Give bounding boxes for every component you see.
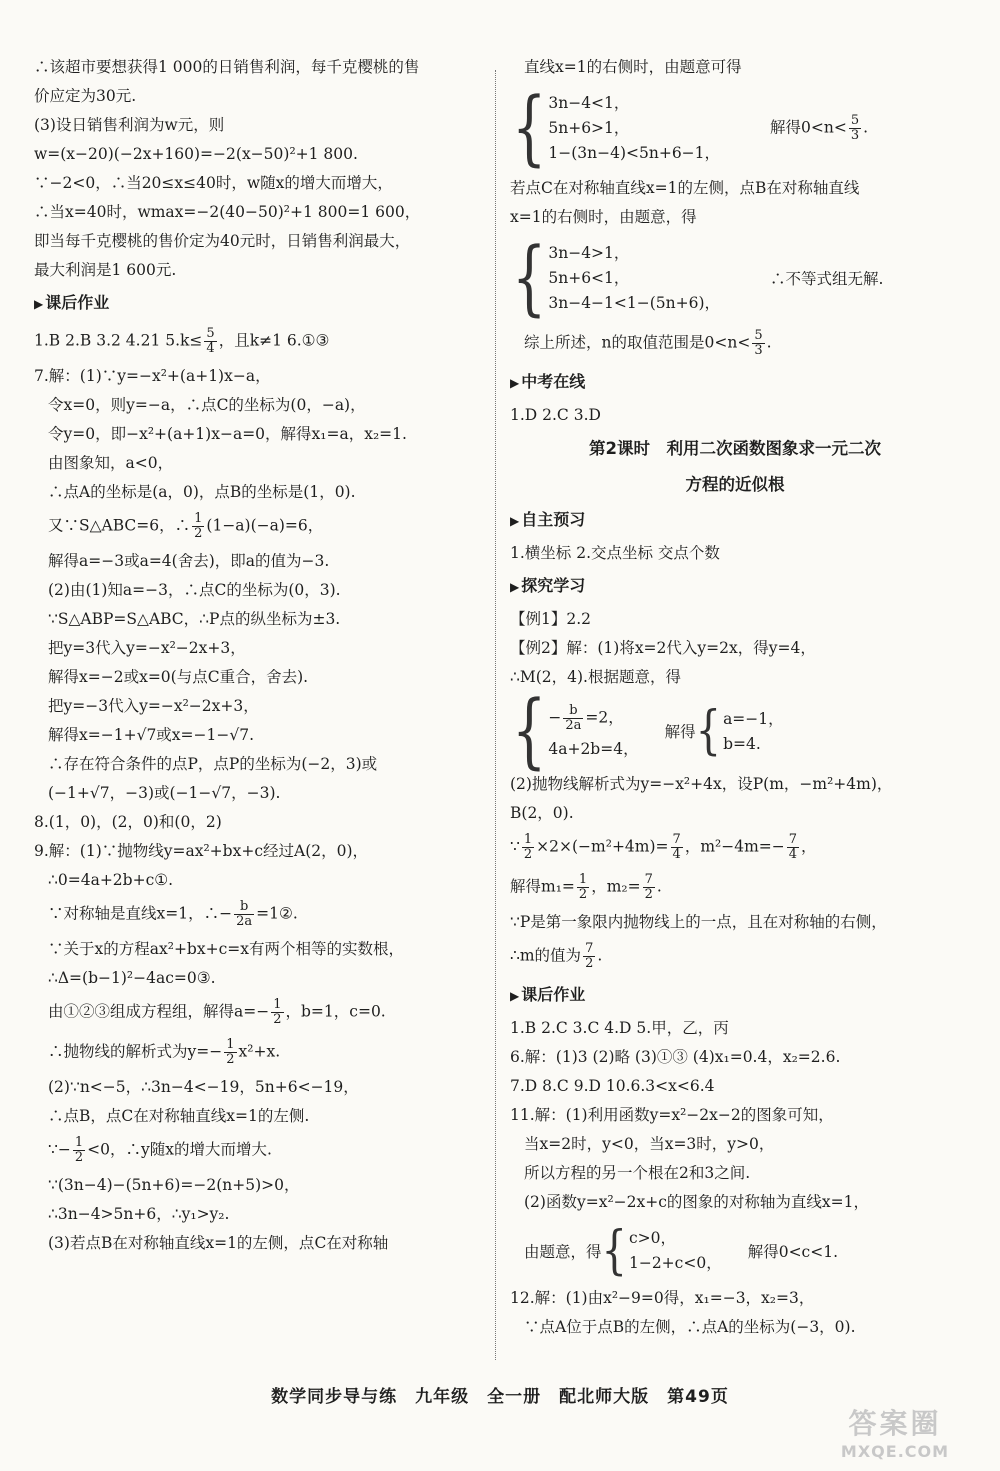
fraction: $\frac{7}{2}$ (644, 872, 653, 902)
system-row: 3n−4>1， (548, 244, 630, 262)
triangle-icon: ▶ (34, 297, 44, 311)
system-row: 5n+6>1， (548, 119, 630, 137)
text-line: 由①②③组成方程组，解得a=− $\frac{1}{2}$ ，b=1，c=0. (48, 997, 386, 1027)
text-line: 令x=0，则y=−a，∴点C的坐标为(0，−a)， (48, 396, 366, 414)
text-line: 9.解：(1)∵抛物线y=ax²+bx+c经过A(2，0)， (34, 842, 369, 860)
fraction: $\frac{b}{2a}$ (236, 899, 253, 929)
text-line: (−1+√7，−3)或(−1−√7，−3). (48, 784, 281, 802)
text-line: 当x=2时，y<0，当x=3时，y>0， (524, 1135, 775, 1153)
section-heading: ▶ 课后作业 (510, 985, 586, 1004)
system-row: 3n−4<1， (548, 94, 630, 112)
text-line: 1.横坐标 2.交点坐标 交点个数 (510, 544, 720, 562)
text-line: ∵关于x的方程ax²+bx+c=x有两个相等的实数根， (48, 940, 404, 958)
text-line: ∵S△ABP=S△ABC，∴P点的纵坐标为±3. (48, 610, 341, 628)
system-solution: 解得0<c<1. (747, 1242, 839, 1261)
section-heading: ▶ 自主预习 (510, 510, 586, 529)
triangle-icon: ▶ (510, 376, 520, 390)
text-line: (3)设日销售利润为w元，则 (34, 116, 225, 134)
fraction: $\frac{1}{2}$ (578, 872, 588, 902)
text-line: ∴m的值为 $\frac{7}{2}$ . (510, 941, 603, 971)
text-line: 解得x=−1+√7或x=−1−√7. (48, 726, 255, 744)
text-line: 把y=3代入y=−x²−2x+3， (48, 639, 246, 657)
lesson-title: 第2课时 利用二次函数图象求一元二次 (589, 439, 881, 458)
fraction: $\frac{1}{2}$ (523, 832, 533, 862)
triangle-icon: ▶ (510, 989, 520, 1003)
fraction: $\frac{1}{2}$ (226, 1037, 235, 1067)
text-line: 令y=0，即−x²+(a+1)x−a=0，解得x₁=a，x₂=1. (48, 425, 407, 443)
fraction: $\frac{7}{2}$ (585, 941, 594, 971)
text-line: ∵− $\frac{1}{2}$ <0，∴y随x的增大而增大. (48, 1135, 272, 1165)
page-footer: 数学同步导与练 九年级 全一册 配北师大版 第49页 (271, 1387, 729, 1407)
brace-icon: { (601, 1220, 627, 1281)
text-line: 若点C在对称轴直线x=1的左侧，点B在对称轴直线 (510, 179, 860, 197)
text-line: ∴3n−4>5n+6，∴y₁>y₂. (48, 1205, 230, 1223)
section-heading: ▶ 探究学习 (510, 576, 586, 595)
text-line: ∴0=4a+2b+c①. (48, 871, 174, 889)
text-line: (2)抛物线解析式为y=−x²+4x，设P(m，−m²+4m)， (510, 775, 893, 793)
text-line: ∴点B，点C在对称轴直线x=1的左侧. (48, 1107, 310, 1125)
text-line: 解得a=−3或a=4(舍去)，即a的值为−3. (48, 552, 330, 570)
fraction: $\frac{5}{3}$ (850, 112, 860, 143)
text-line: 解得x=−2或x=0(与点C重合，舍去). (48, 668, 309, 686)
fraction: $\frac{1}{2}$ (194, 511, 203, 541)
text-line: ∵P是第一象限内抛物线上的一点，且在对称轴的右侧， (510, 913, 887, 931)
text-line: 最大利润是1 600元. (34, 261, 177, 279)
text-line: ∴该超市要想获得1 000的日销售利润，每千克樱桃的售 (34, 58, 420, 76)
text-line: ∵对称轴是直线x=1，∴− $\frac{b}{2a}$ =1②. (48, 899, 298, 929)
brace-icon: { (512, 230, 547, 325)
lesson-title: 方程的近似根 (685, 475, 785, 494)
text-line: ∵点A位于点B的左侧，∴点A的坐标为(−3，0). (524, 1318, 856, 1336)
watermark-logo: 答案圈 MXQE.COM (840, 1407, 950, 1461)
text-line: 由图象知，a<0， (48, 454, 174, 472)
text-line: 1.D 2.C 3.D (510, 406, 601, 424)
text-line: 即当每千克樱桃的售价定为40元时，日销售利润最大， (34, 232, 411, 250)
system-row: 1−2+c<0， (628, 1254, 722, 1272)
brace-icon: { (512, 683, 547, 778)
system-row: − $\frac{b}{2a}$ =2， (548, 703, 624, 733)
text-line: 【例2】解：(1)将x=2代入y=2x，得y=4， (510, 639, 816, 657)
text-line: ∴Δ=(b−1)²−4ac=0③. (48, 969, 216, 987)
inequality-system (512, 80, 960, 175)
text-line: ∵−2<0，∴当20≤x≤40时，w随x的增大而增大， (34, 174, 393, 192)
fraction: $\frac{b}{2a}$ (565, 703, 582, 733)
system-row: b=4. (723, 734, 761, 753)
text-line: 7.解：(1)∵y=−x²+(a+1)x−a， (34, 367, 271, 385)
section-heading: ▶ 课后作业 (34, 293, 110, 312)
text-line: (2)由(1)知a=−3，∴点C的坐标为(0，3). (48, 581, 341, 599)
system-row: a=−1， (723, 709, 784, 728)
text-line: ∵ $\frac{1}{2}$ ×2×(−m²+4m)= $\frac{7}{4}$ ，m²−4m=− $\frac{7}{4}$ ， (510, 832, 817, 862)
triangle-icon: ▶ (510, 580, 520, 594)
text-line: 11.解：(1)利用函数y=x²−2x−2的图象可知， (510, 1106, 834, 1124)
text-line: 直线x=1的右侧时，由题意可得 (524, 58, 742, 76)
text-line: ∴点A的坐标是(a，0)，点B的坐标是(1，0). (48, 483, 356, 501)
fraction: $\frac{1}{2}$ (273, 997, 282, 1027)
text-line: ∴M(2，4).根据题意，得 (510, 668, 681, 686)
section-heading: ▶ 中考在线 (510, 372, 586, 391)
triangle-icon: ▶ (510, 514, 520, 528)
fraction: $\frac{7}{4}$ (788, 832, 798, 862)
left-column (34, 58, 486, 1263)
text-line: x=1的右侧时，由题意，得 (510, 208, 697, 226)
fraction: $\frac{1}{2}$ (74, 1135, 84, 1165)
text-line: (2)函数y=x²−2x+c的图象的对称轴为直线x=1， (524, 1193, 870, 1211)
text-line: 价应定为30元. (34, 87, 137, 105)
text-line: 所以方程的另一个根在2和3之间. (524, 1164, 751, 1182)
text-line: ∵(3n−4)−(5n+6)=−2(n+5)>0， (48, 1176, 300, 1194)
fraction: $\frac{7}{4}$ (672, 832, 681, 862)
text-line: 7.D 8.C 9.D 10.6.3<x<6.4 (510, 1077, 715, 1095)
answer-line: 1.B 2.B 3.2 4.21 5.k≤ $\frac{5}{4}$ ，且k≠1 6.①③ (34, 326, 330, 356)
text-line: (3)若点B在对称轴直线x=1的左侧，点C在对称轴 (48, 1234, 389, 1252)
text-line: ∴存在符合条件的点P，点P的坐标为(−2，3)或 (48, 755, 378, 773)
system-solution: 解得 { a=−1， b=4. (664, 701, 784, 761)
text-line: ∴当x=40时，wmax=−2(40−50)²+1 800=1 600， (34, 203, 421, 221)
text-line: (2)∵n<−5，∴3n−4<−19，5n+6<−19， (48, 1078, 359, 1096)
text-line: ∴抛物线的解析式为y=− $\frac{1}{2}$ x²+x. (48, 1037, 281, 1067)
fraction: $\frac{5}{3}$ (754, 328, 763, 358)
equation-system (512, 683, 960, 778)
system-solution: ∴不等式组无解. (770, 270, 884, 288)
inequality-system (512, 230, 960, 325)
brace-icon: { (695, 701, 722, 761)
inequality-system: 由题意，得 { c>0， 1−2+c<0， 解得0<c<1. (524, 1220, 839, 1281)
system-row: 3n−4−1<1−(5n+6)， (548, 294, 721, 312)
text-line: 8.(1，0)，(2，0)和(0，2) (34, 813, 222, 831)
text-line: B(2，0). (510, 804, 574, 822)
text-line: 【例1】2.2 (510, 610, 592, 628)
fraction: $\frac{5}{4}$ (206, 326, 215, 356)
system-row: 5n+6<1， (548, 269, 630, 287)
system-row: 4a+2b=4， (548, 740, 639, 758)
text-line: 12.解：(1)由x²−9=0得，x₁=−3，x₂=3， (510, 1289, 815, 1307)
right-column (510, 58, 960, 1347)
column-divider (495, 70, 496, 1360)
text-line: 解得m₁= $\frac{1}{2}$ ，m₂= $\frac{7}{2}$ . (510, 872, 662, 902)
text-line: 把y=−3代入y=−x²−2x+3， (48, 697, 259, 715)
text-line: w=(x−20)(−2x+160)=−2(x−50)²+1 800. (34, 145, 358, 163)
text-line: 综上所述，n的取值范围是0<n< $\frac{5}{3}$ . (524, 328, 772, 358)
system-row: 1−(3n−4)<5n+6−1， (548, 144, 721, 162)
text-line: 6.解：(1)3 (2)略 (3)①③ (4)x₁=0.4，x₂=2.6. (510, 1048, 841, 1066)
text-line: 1.B 2.C 3.C 4.D 5.甲，乙，丙 (510, 1019, 729, 1037)
brace-icon: { (512, 80, 547, 175)
system-solution: 解得0<n< $\frac{5}{3}$ . (770, 112, 869, 143)
text-line: 又∵S△ABC=6，∴ $\frac{1}{2}$ (1−a)(−a)=6， (48, 511, 324, 541)
system-row: c>0， (628, 1229, 676, 1247)
